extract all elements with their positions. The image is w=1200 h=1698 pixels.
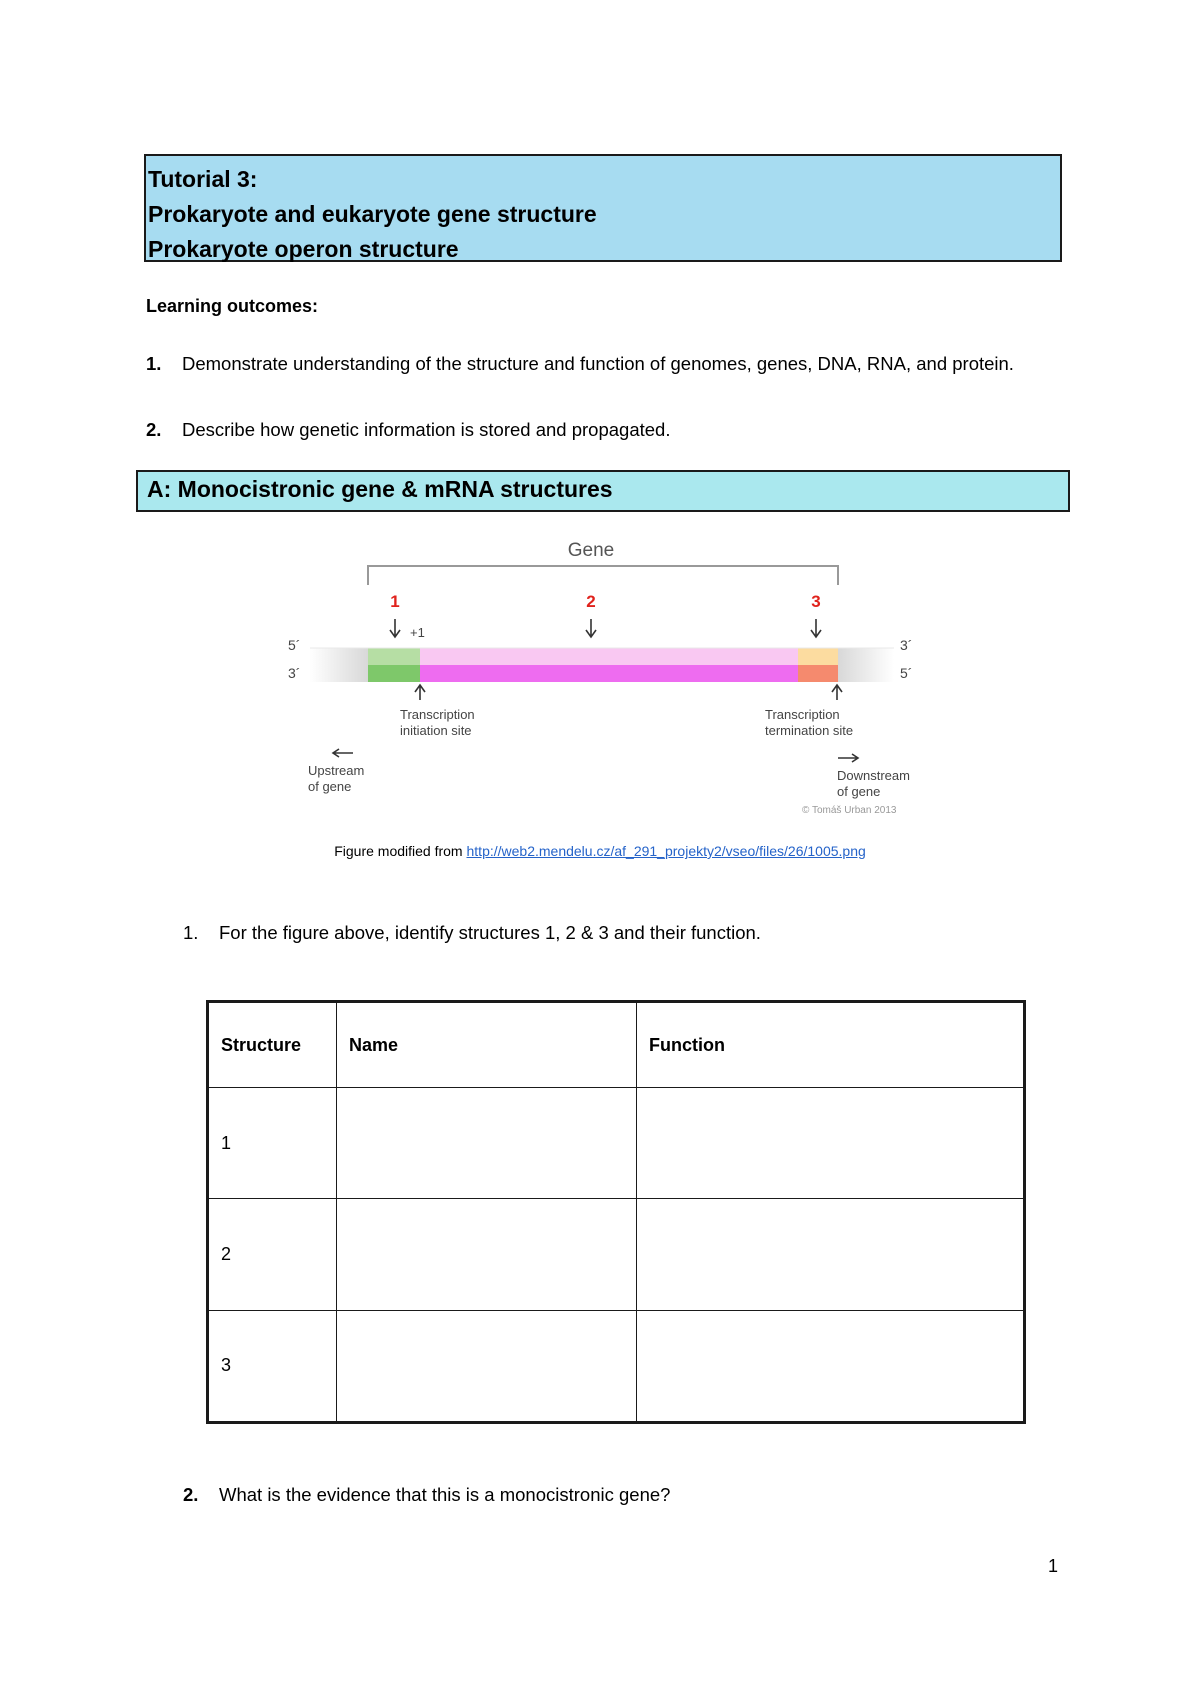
promoter-region-bottom xyxy=(368,665,420,682)
header-function: Function xyxy=(637,1002,1025,1088)
coding-region-top xyxy=(420,648,798,665)
upstream-flank-top xyxy=(310,648,368,665)
three-prime-right: 3´ xyxy=(900,637,913,653)
gene-bracket xyxy=(368,566,838,585)
title-box xyxy=(144,154,1062,262)
learning-outcome-item xyxy=(146,416,1046,443)
downstream-label-line2: of gene xyxy=(837,784,881,799)
marker-3: 3 xyxy=(811,592,821,611)
gene-label: Gene xyxy=(567,540,615,561)
learning-outcome-item xyxy=(146,350,1046,377)
figure-source-link[interactable]: http://web2.mendelu.cz/af_291_projekty2/vseo/files/26/1005.png xyxy=(466,843,866,859)
downstream-flank-top xyxy=(838,648,894,665)
five-prime-left: 5´ xyxy=(288,637,301,653)
gene-structure-figure xyxy=(280,530,930,820)
tutorial-number: Tutorial 3: xyxy=(148,166,258,192)
question-2 xyxy=(183,1484,670,1506)
down-arrow-icon xyxy=(390,619,400,637)
tutorial-subtitle: Prokaryote operon structure xyxy=(148,236,459,262)
caption-prefix: Figure modified from xyxy=(334,843,463,859)
table-header-row xyxy=(208,1002,1025,1088)
figure-caption xyxy=(0,843,1200,859)
downstream-label-line1: Downstream xyxy=(837,768,910,783)
learning-outcomes-heading: Learning outcomes: xyxy=(146,296,319,316)
three-prime-left: 3´ xyxy=(288,665,301,681)
upstream-flank-bottom xyxy=(310,665,368,682)
right-arrow-icon xyxy=(838,754,858,762)
termination-site-label-line2: termination site xyxy=(765,723,854,738)
row-name-cell[interactable] xyxy=(337,1199,637,1310)
question-text: For the figure above, identify structures 1, 2 & 3 and their function. xyxy=(219,922,761,943)
upstream-label-line1: Upstream xyxy=(308,763,365,778)
upstream-label-line2: of gene xyxy=(308,779,352,794)
page-number: 1 xyxy=(1048,1556,1059,1576)
structure-table xyxy=(206,1000,1026,1424)
up-arrow-icon xyxy=(415,685,425,700)
outcome-number: 1. xyxy=(146,353,162,374)
section-a-heading: A: Monocistronic gene & mRNA structures xyxy=(136,470,1070,512)
table-row xyxy=(208,1088,1025,1199)
up-arrow-icon xyxy=(832,685,842,700)
marker-2: 2 xyxy=(586,592,596,611)
termination-site-label-line1: Transcription xyxy=(765,707,840,722)
row-function-cell[interactable] xyxy=(637,1199,1025,1310)
row-structure-number: 2 xyxy=(208,1199,337,1310)
coding-region-bottom xyxy=(420,665,798,682)
downstream-flank-bottom xyxy=(838,665,894,682)
row-name-cell[interactable] xyxy=(337,1310,637,1422)
down-arrow-icon xyxy=(811,619,821,637)
question-number: 2. xyxy=(183,1484,199,1505)
question-1 xyxy=(183,922,761,944)
terminator-region-bottom xyxy=(798,665,838,682)
outcome-number: 2. xyxy=(146,419,162,440)
row-function-cell[interactable] xyxy=(637,1310,1025,1422)
marker-1: 1 xyxy=(390,592,400,611)
row-name-cell[interactable] xyxy=(337,1088,637,1199)
initiation-site-label-line1: Transcription xyxy=(400,707,475,722)
plus-one-label: +1 xyxy=(410,625,425,640)
header-structure: Structure xyxy=(208,1002,337,1088)
figure-copyright: © Tomáš Urban 2013 xyxy=(802,805,897,816)
down-arrow-icon xyxy=(586,619,596,637)
question-number: 1. xyxy=(183,922,199,943)
left-arrow-icon xyxy=(333,749,353,757)
row-structure-number: 3 xyxy=(208,1310,337,1422)
tutorial-title: Prokaryote and eukaryote gene structure xyxy=(148,201,597,227)
promoter-region-top xyxy=(368,648,420,665)
table-row xyxy=(208,1199,1025,1310)
outcome-text: Describe how genetic information is stored and propagated. xyxy=(182,419,671,440)
header-name: Name xyxy=(337,1002,637,1088)
outcome-text: Demonstrate understanding of the structure and function of genomes, genes, DNA, RNA, and protein. xyxy=(182,353,1014,374)
row-structure-number: 1 xyxy=(208,1088,337,1199)
five-prime-right: 5´ xyxy=(900,665,913,681)
table-row xyxy=(208,1310,1025,1422)
terminator-region-top xyxy=(798,648,838,665)
question-text: What is the evidence that this is a monocistronic gene? xyxy=(219,1484,671,1505)
row-function-cell[interactable] xyxy=(637,1088,1025,1199)
initiation-site-label-line2: initiation site xyxy=(400,723,472,738)
